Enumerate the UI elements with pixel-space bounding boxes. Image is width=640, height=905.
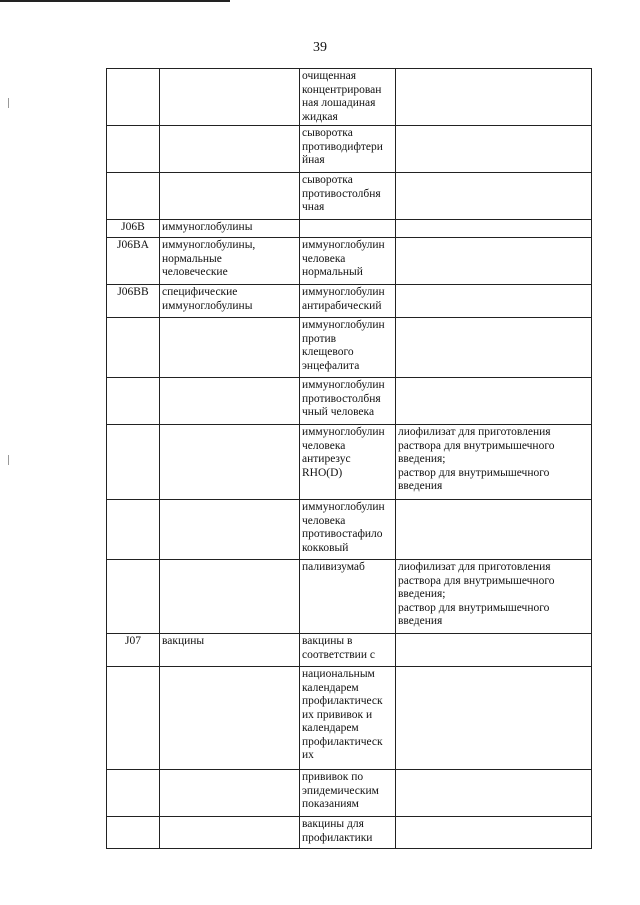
table-row <box>107 220 592 238</box>
table-row <box>107 238 592 285</box>
table-row <box>107 667 592 770</box>
table-row <box>107 500 592 560</box>
dosage-form-cell <box>396 318 592 378</box>
group-name-cell <box>160 425 300 500</box>
drug-table <box>106 68 592 849</box>
table-row <box>107 69 592 126</box>
drug-name-cell <box>300 220 396 238</box>
atc-code-cell <box>107 500 160 560</box>
atc-code-cell: J06BB <box>107 285 160 318</box>
group-name-cell <box>160 173 300 220</box>
atc-code-cell <box>107 560 160 634</box>
scan-speck <box>8 98 9 108</box>
dosage-form-cell <box>396 220 592 238</box>
group-name-cell <box>160 817 300 849</box>
drug-name-cell: иммуноглобулин человека антирезус RHO(D) <box>300 425 396 500</box>
atc-code-cell <box>107 770 160 817</box>
table-row <box>107 173 592 220</box>
table-row <box>107 634 592 667</box>
dosage-form-cell: лиофилизат для приготовления раствора для внутримышечного введения; раствор для внутримышечного введения <box>396 425 592 500</box>
atc-code-cell <box>107 173 160 220</box>
dosage-form-cell <box>396 500 592 560</box>
table-row <box>107 770 592 817</box>
drug-name-cell: прививок по эпидемическим показаниям <box>300 770 396 817</box>
atc-code-cell <box>107 425 160 500</box>
group-name-cell: иммуноглобулины, нормальные человеческие <box>160 238 300 285</box>
drug-name-cell: иммуноглобулин человека нормальный <box>300 238 396 285</box>
group-name-cell: специфические иммуноглобулины <box>160 285 300 318</box>
group-name-cell <box>160 667 300 770</box>
dosage-form-cell <box>396 173 592 220</box>
drug-name-cell: вакцины для профилактики <box>300 817 396 849</box>
dosage-form-cell <box>396 667 592 770</box>
drug-name-cell: национальным календарем профилактическ их прививок и календарем профилактическ их <box>300 667 396 770</box>
drug-name-cell: иммуноглобулин против клещевого энцефалита <box>300 318 396 378</box>
atc-code-cell: J07 <box>107 634 160 667</box>
drug-name-cell: паливизумаб <box>300 560 396 634</box>
atc-code-cell: J06BA <box>107 238 160 285</box>
table-row <box>107 378 592 425</box>
dosage-form-cell <box>396 634 592 667</box>
drug-name-cell: иммуноглобулин антирабический <box>300 285 396 318</box>
group-name-cell <box>160 560 300 634</box>
drug-name-cell: иммуноглобулин человека противостафило кокковый <box>300 500 396 560</box>
table-row <box>107 425 592 500</box>
dosage-form-cell: лиофилизат для приготовления раствора для внутримышечного введения; раствор для внутримышечного введения <box>396 560 592 634</box>
group-name-cell <box>160 318 300 378</box>
atc-code-cell: J06B <box>107 220 160 238</box>
atc-code-cell <box>107 817 160 849</box>
table-row <box>107 560 592 634</box>
drug-name-cell: очищенная концентрирован ная лошадиная жидкая <box>300 69 396 126</box>
atc-code-cell <box>107 378 160 425</box>
atc-code-cell <box>107 318 160 378</box>
scan-speck <box>8 455 9 465</box>
atc-code-cell <box>107 667 160 770</box>
dosage-form-cell <box>396 69 592 126</box>
page-number: 39 <box>313 40 327 55</box>
dosage-form-cell <box>396 238 592 285</box>
table-row <box>107 285 592 318</box>
table-row <box>107 817 592 849</box>
group-name-cell <box>160 770 300 817</box>
dosage-form-cell <box>396 770 592 817</box>
group-name-cell <box>160 69 300 126</box>
dosage-form-cell <box>396 285 592 318</box>
drug-name-cell: иммуноглобулин противостолбня чный человека <box>300 378 396 425</box>
table-row <box>107 126 592 173</box>
group-name-cell: иммуноглобулины <box>160 220 300 238</box>
drug-name-cell: вакцины в соответствии с <box>300 634 396 667</box>
atc-code-cell <box>107 69 160 126</box>
dosage-form-cell <box>396 817 592 849</box>
scan-edge-mark <box>0 0 230 2</box>
dosage-form-cell <box>396 126 592 173</box>
dosage-form-cell <box>396 378 592 425</box>
group-name-cell: вакцины <box>160 634 300 667</box>
drug-name-cell: сыворотка противодифтери йная <box>300 126 396 173</box>
atc-code-cell <box>107 126 160 173</box>
drug-name-cell: сыворотка противостолбня чная <box>300 173 396 220</box>
group-name-cell <box>160 378 300 425</box>
table-row <box>107 318 592 378</box>
group-name-cell <box>160 500 300 560</box>
group-name-cell <box>160 126 300 173</box>
